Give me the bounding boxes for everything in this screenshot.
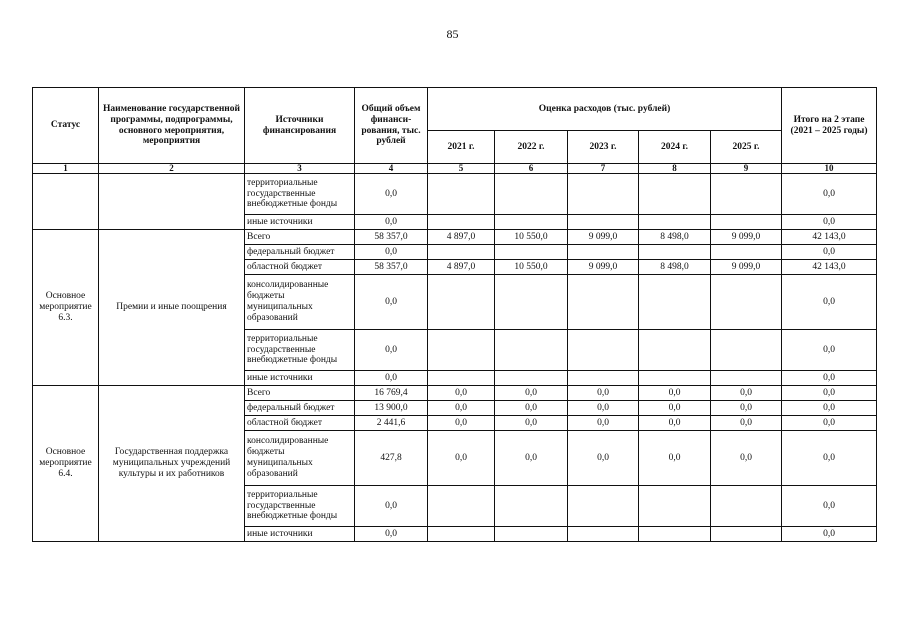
- total-cell: 427,8: [355, 431, 428, 486]
- year-cell: 0,0: [568, 416, 639, 431]
- table-row: [33, 230, 877, 245]
- stage-total-cell: 0,0: [782, 401, 877, 416]
- year-cell: 0,0: [568, 401, 639, 416]
- year-cell: [428, 275, 495, 330]
- year-cell: [639, 486, 711, 527]
- stage-total-cell: 42 143,0: [782, 260, 877, 275]
- stage-total-cell: 0,0: [782, 275, 877, 330]
- year-cell: 0,0: [639, 401, 711, 416]
- total-cell: 0,0: [355, 330, 428, 371]
- year-cell: [495, 215, 568, 230]
- year-cell: 8 498,0: [639, 230, 711, 245]
- source-cell: территориальные государственные внебюджетные фонды: [245, 486, 355, 527]
- column-number: 10: [782, 164, 877, 174]
- year-cell: 0,0: [428, 431, 495, 486]
- total-cell: 58 357,0: [355, 230, 428, 245]
- column-number: 6: [495, 164, 568, 174]
- stage-total-cell: 0,0: [782, 174, 877, 215]
- total-cell: 0,0: [355, 371, 428, 386]
- header-year: 2022 г.: [495, 131, 568, 164]
- column-number: 4: [355, 164, 428, 174]
- year-cell: [711, 174, 782, 215]
- column-number: 3: [245, 164, 355, 174]
- total-cell: 16 769,4: [355, 386, 428, 401]
- name-cell: [99, 174, 245, 230]
- year-cell: [639, 371, 711, 386]
- status-cell: Основное мероприятие 6.3.: [33, 230, 99, 386]
- stage-total-cell: 0,0: [782, 371, 877, 386]
- total-cell: 0,0: [355, 527, 428, 542]
- stage-total-cell: 0,0: [782, 416, 877, 431]
- stage-total-cell: 0,0: [782, 527, 877, 542]
- year-cell: 4 897,0: [428, 230, 495, 245]
- year-cell: [428, 527, 495, 542]
- year-cell: [568, 215, 639, 230]
- year-cell: [568, 371, 639, 386]
- source-cell: Всего: [245, 386, 355, 401]
- year-cell: [495, 330, 568, 371]
- year-cell: 0,0: [495, 416, 568, 431]
- year-cell: 0,0: [495, 386, 568, 401]
- year-cell: 0,0: [711, 431, 782, 486]
- source-cell: территориальные государственные внебюджетные фонды: [245, 330, 355, 371]
- header-total: Общий объем финанси-рования, тыс. рублей: [355, 88, 428, 164]
- year-cell: [495, 371, 568, 386]
- stage-total-cell: 42 143,0: [782, 230, 877, 245]
- header-year: 2021 г.: [428, 131, 495, 164]
- stage-total-cell: 0,0: [782, 431, 877, 486]
- stage-total-cell: 0,0: [782, 486, 877, 527]
- year-cell: 0,0: [568, 386, 639, 401]
- year-cell: [428, 486, 495, 527]
- source-cell: Всего: [245, 230, 355, 245]
- stage-total-cell: 0,0: [782, 215, 877, 230]
- source-cell: областной бюджет: [245, 260, 355, 275]
- year-cell: [428, 371, 495, 386]
- year-cell: [495, 174, 568, 215]
- source-cell: территориальные государственные внебюджетные фонды: [245, 174, 355, 215]
- year-cell: [495, 527, 568, 542]
- year-cell: [711, 275, 782, 330]
- year-cell: 0,0: [639, 416, 711, 431]
- year-cell: [711, 371, 782, 386]
- budget-table: [32, 87, 877, 542]
- column-number: 1: [33, 164, 99, 174]
- header-status: Статус: [33, 88, 99, 164]
- source-cell: консолидированные бюджеты муниципальных образований: [245, 275, 355, 330]
- year-cell: [711, 330, 782, 371]
- year-cell: 0,0: [568, 431, 639, 486]
- year-cell: [568, 245, 639, 260]
- page-number: 85: [446, 27, 459, 41]
- year-cell: [639, 245, 711, 260]
- stage-total-cell: 0,0: [782, 330, 877, 371]
- source-cell: консолидированные бюджеты муниципальных образований: [245, 431, 355, 486]
- header-expenses: Оценка расходов (тыс. рублей): [428, 88, 782, 131]
- total-cell: 13 900,0: [355, 401, 428, 416]
- year-cell: [711, 215, 782, 230]
- year-cell: 0,0: [428, 401, 495, 416]
- source-cell: областной бюджет: [245, 416, 355, 431]
- year-cell: 10 550,0: [495, 260, 568, 275]
- year-cell: 8 498,0: [639, 260, 711, 275]
- year-cell: [495, 275, 568, 330]
- table-row: [33, 174, 877, 215]
- year-cell: 0,0: [711, 386, 782, 401]
- source-cell: иные источники: [245, 371, 355, 386]
- year-cell: [639, 215, 711, 230]
- header-year: 2025 г.: [711, 131, 782, 164]
- year-cell: [428, 174, 495, 215]
- year-cell: [495, 245, 568, 260]
- year-cell: [639, 174, 711, 215]
- year-cell: [639, 330, 711, 371]
- table-row: [33, 386, 877, 401]
- source-cell: федеральный бюджет: [245, 401, 355, 416]
- year-cell: [428, 215, 495, 230]
- year-cell: 0,0: [428, 416, 495, 431]
- year-cell: [495, 486, 568, 527]
- column-number: 9: [711, 164, 782, 174]
- total-cell: 0,0: [355, 215, 428, 230]
- year-cell: [711, 245, 782, 260]
- year-cell: [711, 527, 782, 542]
- year-cell: [568, 486, 639, 527]
- status-cell: Основное мероприятие 6.4.: [33, 386, 99, 542]
- name-cell: Премии и иные поощрения: [99, 230, 245, 386]
- source-cell: иные источники: [245, 215, 355, 230]
- year-cell: [428, 330, 495, 371]
- column-number: 8: [639, 164, 711, 174]
- status-cell: [33, 174, 99, 230]
- year-cell: 9 099,0: [568, 230, 639, 245]
- column-number: 5: [428, 164, 495, 174]
- year-cell: 0,0: [495, 401, 568, 416]
- year-cell: 0,0: [711, 416, 782, 431]
- total-cell: 0,0: [355, 174, 428, 215]
- year-cell: [568, 174, 639, 215]
- header-stage-total: Итого на 2 этапе (2021 – 2025 годы): [782, 88, 877, 164]
- total-cell: 0,0: [355, 245, 428, 260]
- year-cell: 0,0: [639, 386, 711, 401]
- year-cell: [639, 527, 711, 542]
- header-name: Наименование государственной программы, подпрограммы, основного мероприятия, мероприятия: [99, 88, 245, 164]
- year-cell: [639, 275, 711, 330]
- header-year: 2023 г.: [568, 131, 639, 164]
- header-sources: Источники финансирования: [245, 88, 355, 164]
- header-year: 2024 г.: [639, 131, 711, 164]
- year-cell: [568, 330, 639, 371]
- year-cell: 10 550,0: [495, 230, 568, 245]
- year-cell: [428, 245, 495, 260]
- year-cell: [568, 275, 639, 330]
- column-number: 2: [99, 164, 245, 174]
- year-cell: 9 099,0: [568, 260, 639, 275]
- year-cell: 0,0: [711, 401, 782, 416]
- year-cell: 0,0: [639, 431, 711, 486]
- year-cell: [568, 527, 639, 542]
- source-cell: федеральный бюджет: [245, 245, 355, 260]
- name-cell: Государственная поддержка муниципальных учреждений культуры и их работников: [99, 386, 245, 542]
- year-cell: [711, 486, 782, 527]
- total-cell: 0,0: [355, 486, 428, 527]
- year-cell: 9 099,0: [711, 260, 782, 275]
- total-cell: 2 441,6: [355, 416, 428, 431]
- year-cell: 9 099,0: [711, 230, 782, 245]
- stage-total-cell: 0,0: [782, 245, 877, 260]
- year-cell: 4 897,0: [428, 260, 495, 275]
- total-cell: 0,0: [355, 275, 428, 330]
- total-cell: 58 357,0: [355, 260, 428, 275]
- stage-total-cell: 0,0: [782, 386, 877, 401]
- column-number-row: [33, 164, 877, 174]
- source-cell: иные источники: [245, 527, 355, 542]
- year-cell: 0,0: [428, 386, 495, 401]
- column-number: 7: [568, 164, 639, 174]
- year-cell: 0,0: [495, 431, 568, 486]
